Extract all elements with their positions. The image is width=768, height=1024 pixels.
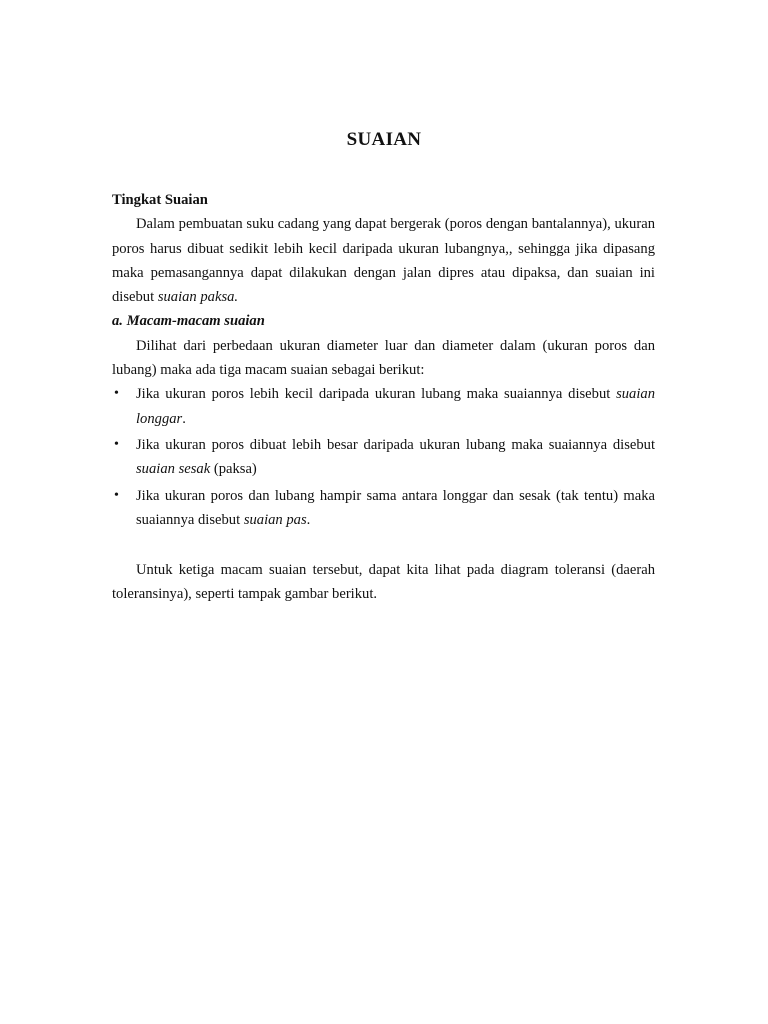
list-item-italic: suaian longgar bbox=[136, 386, 655, 427]
intro-paragraph-text: Dalam pembuatan suku cadang yang dapat bergerak (poros dengan bantalannya), ukuran poros harus dibuat sedikit lebih kecil daripada ukuran lubangnya,, sehingga jika dipasang maka pemasangannya dapat dilakukan dengan jalan dipres atau dipaksa, dan suaian ini disebut bbox=[112, 216, 655, 306]
bullet-icon: • bbox=[114, 386, 119, 402]
list-item-suffix: . bbox=[182, 410, 186, 427]
list-item-text: Jika ukuran poros dibuat lebih besar daripada ukuran lubang maka suaiannya disebut bbox=[136, 436, 655, 453]
bullet-icon: • bbox=[114, 436, 119, 452]
intro-paragraph bbox=[112, 212, 655, 309]
page-title: SUAIAN bbox=[346, 129, 422, 150]
suaian-types-list bbox=[112, 382, 655, 532]
list-item bbox=[112, 382, 655, 431]
bullet-icon: • bbox=[114, 487, 119, 503]
document-body bbox=[112, 188, 655, 607]
list-item-italic: suaian pas bbox=[243, 511, 307, 528]
list-item-suffix: (paksa) bbox=[210, 461, 257, 478]
second-paragraph: Dilihat dari perbedaan ukuran diameter luar dan diameter dalam (ukuran poros dan lubang) maka ada tiga macam suaian sebagai berikut: bbox=[112, 337, 655, 379]
list-item-text: Jika ukuran poros dan lubang hampir sama antara longgar dan sesak (tak tentu) maka suaiannya disebut bbox=[136, 487, 655, 528]
paragraph-spacer bbox=[112, 534, 655, 558]
intro-paragraph-italic: suaian paksa. bbox=[157, 289, 239, 306]
section-heading: Tingkat Suaian bbox=[112, 192, 208, 208]
list-item bbox=[112, 433, 655, 482]
list-item-text: Jika ukuran poros lebih kecil daripada ukuran lubang maka suaiannya disebut bbox=[136, 386, 617, 403]
list-item bbox=[112, 484, 655, 533]
list-item-italic: suaian sesak bbox=[136, 461, 211, 478]
list-item-suffix: . bbox=[306, 511, 311, 528]
closing-paragraph: Untuk ketiga macam suaian tersebut, dapat kita lihat pada diagram toleransi (daerah toleransinya), seperti tampak gambar berikut. bbox=[112, 562, 655, 603]
subsection-heading: a. Macam-macam suaian bbox=[112, 313, 265, 330]
